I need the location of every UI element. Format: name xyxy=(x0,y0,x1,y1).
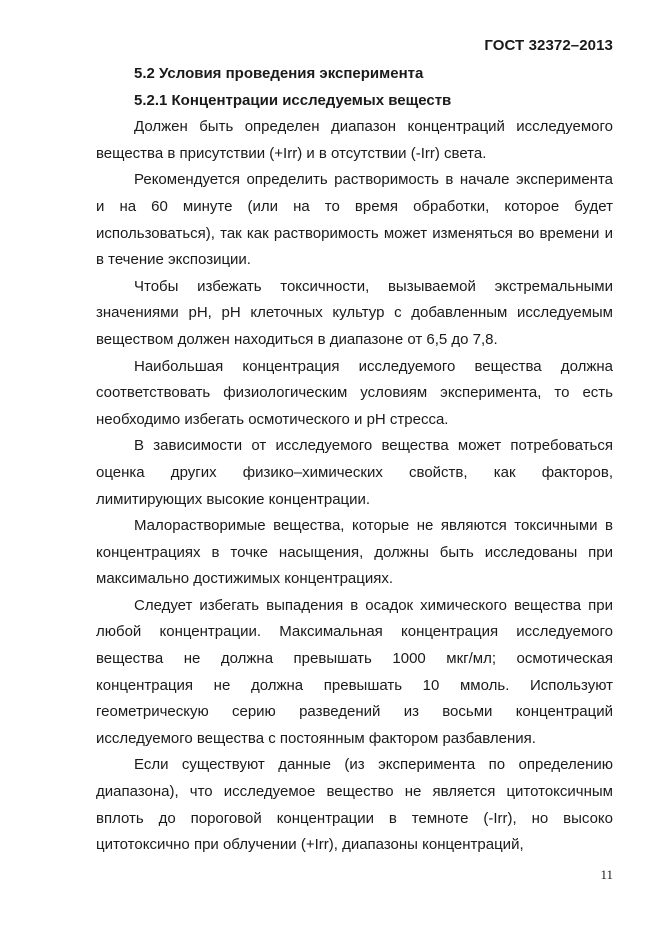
paragraph: Наибольшая концентрация исследуемого вещества должна соответствовать физиологическим условиям эксперимента, то есть необходимо избегать осмотического и pH стресса. xyxy=(96,357,613,428)
document-code: ГОСТ 32372–2013 xyxy=(484,37,613,54)
page-body xyxy=(96,61,613,859)
paragraph: Следует избегать выпадения в осадок химического вещества при любой концентрации. Максимальная концентрация исследуемого вещества не должна превышать 1000 мкг/мл; осмотическая концентрация не должна превышать 10 ммоль. Используют геометрическую серию разведений из восьми концентраций исследуемого вещества с постоянным фактором разбавления. xyxy=(96,596,613,747)
page-number: 11 xyxy=(600,867,613,882)
paragraph: В зависимости от исследуемого вещества может потребоваться оценка других физико–химических свойств, как факторов, лимитирующих высокие концентрации. xyxy=(96,437,613,508)
subsection-heading: 5.2.1 Концентрации исследуемых веществ xyxy=(134,91,452,109)
paragraph: Рекомендуется определить растворимость в начале эксперимента и на 60 минуте (или на то время обработки, которое будет использоваться), так как растворимость может изменяться во времени и в течение экспозиции. xyxy=(96,171,613,269)
paragraph: Чтобы избежать токсичности, вызываемой экстремальными значениями pH, pH клеточных культур с добавленным исследуемым веществом должен находиться в диапазоне от 6,5 до 7,8. xyxy=(96,277,613,348)
paragraph: Должен быть определен диапазон концентраций исследуемого вещества в присутствии (+Irr) и в отсутствии (-Irr) света. xyxy=(96,118,613,162)
section-heading: 5.2 Условия проведения эксперимента xyxy=(134,65,424,82)
paragraph: Малорастворимые вещества, которые не являются токсичными в концентрациях в точке насыщения, должны быть исследованы при максимально достижимых концентрациях. xyxy=(96,517,613,588)
paragraph: Если существуют данные (из эксперимента по определению диапазона), что исследуемое вещество не является цитотоксичным вплоть до пороговой концентрации в темноте (-Irr), но высоко цитотоксично при облучении (+Irr), диапазоны концентраций, xyxy=(96,756,613,854)
